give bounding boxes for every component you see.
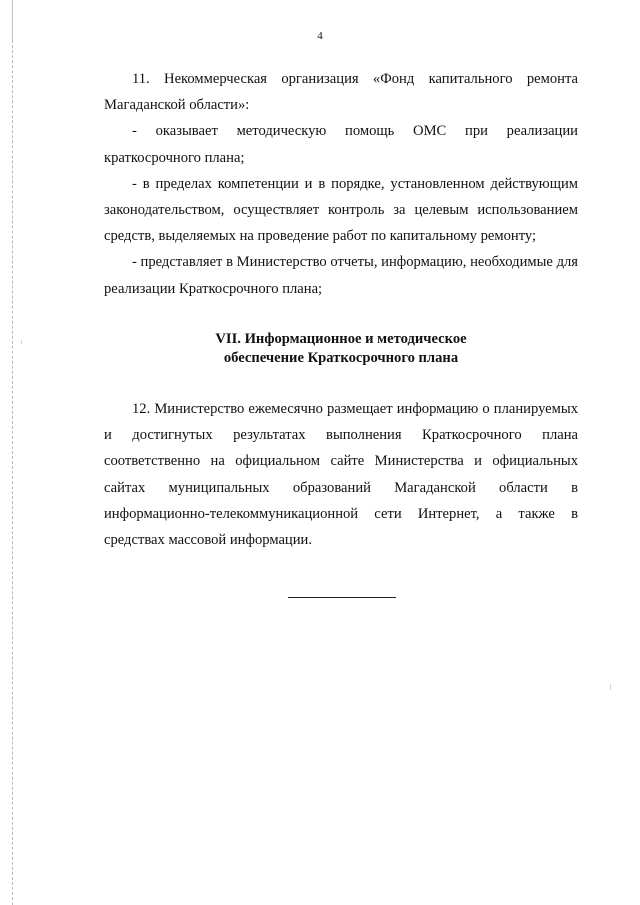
page-number: 4 [317,30,323,42]
section-12 [104,396,578,553]
scan-margin-line [12,0,13,905]
paragraph-12: 12. Министерство ежемесячно размещает информацию о планируемых и достигнутых результатах выполнения Краткосрочного плана соответственно на официальном сайте Министерства и официальных сайтах муниципальных образований Магаданской области в информационно-телекоммуникационной сети Интернет, а также в средствах массовой информации. [104,401,578,549]
end-of-text-rule [288,597,396,598]
paragraph-11-intro: 11. Некоммерческая организация «Фонд капитального ремонта Магаданской области»: [104,71,578,114]
scan-artifact [21,340,22,344]
section-11 [104,66,578,302]
paragraph-11-item-3: - представляет в Министерство отчеты, информацию, необходимые для реализации Краткосрочного плана; [104,254,578,297]
heading-line-2: обеспечение Краткосрочного плана [223,350,459,366]
section-heading-vii [104,330,578,368]
heading-line-1: VII. Информационное и методическое [215,331,467,347]
paragraph-11-item-1: - оказывает методическую помощь ОМС при реализации краткосрочного плана; [104,123,578,166]
paragraph-11-item-2: - в пределах компетенции и в порядке, установленном действующим законодательством, осуществляет контроль за целевым использованием средств, выделяемых на проведение работ по капитальному ремонту; [104,175,578,245]
scan-artifact [610,684,611,690]
